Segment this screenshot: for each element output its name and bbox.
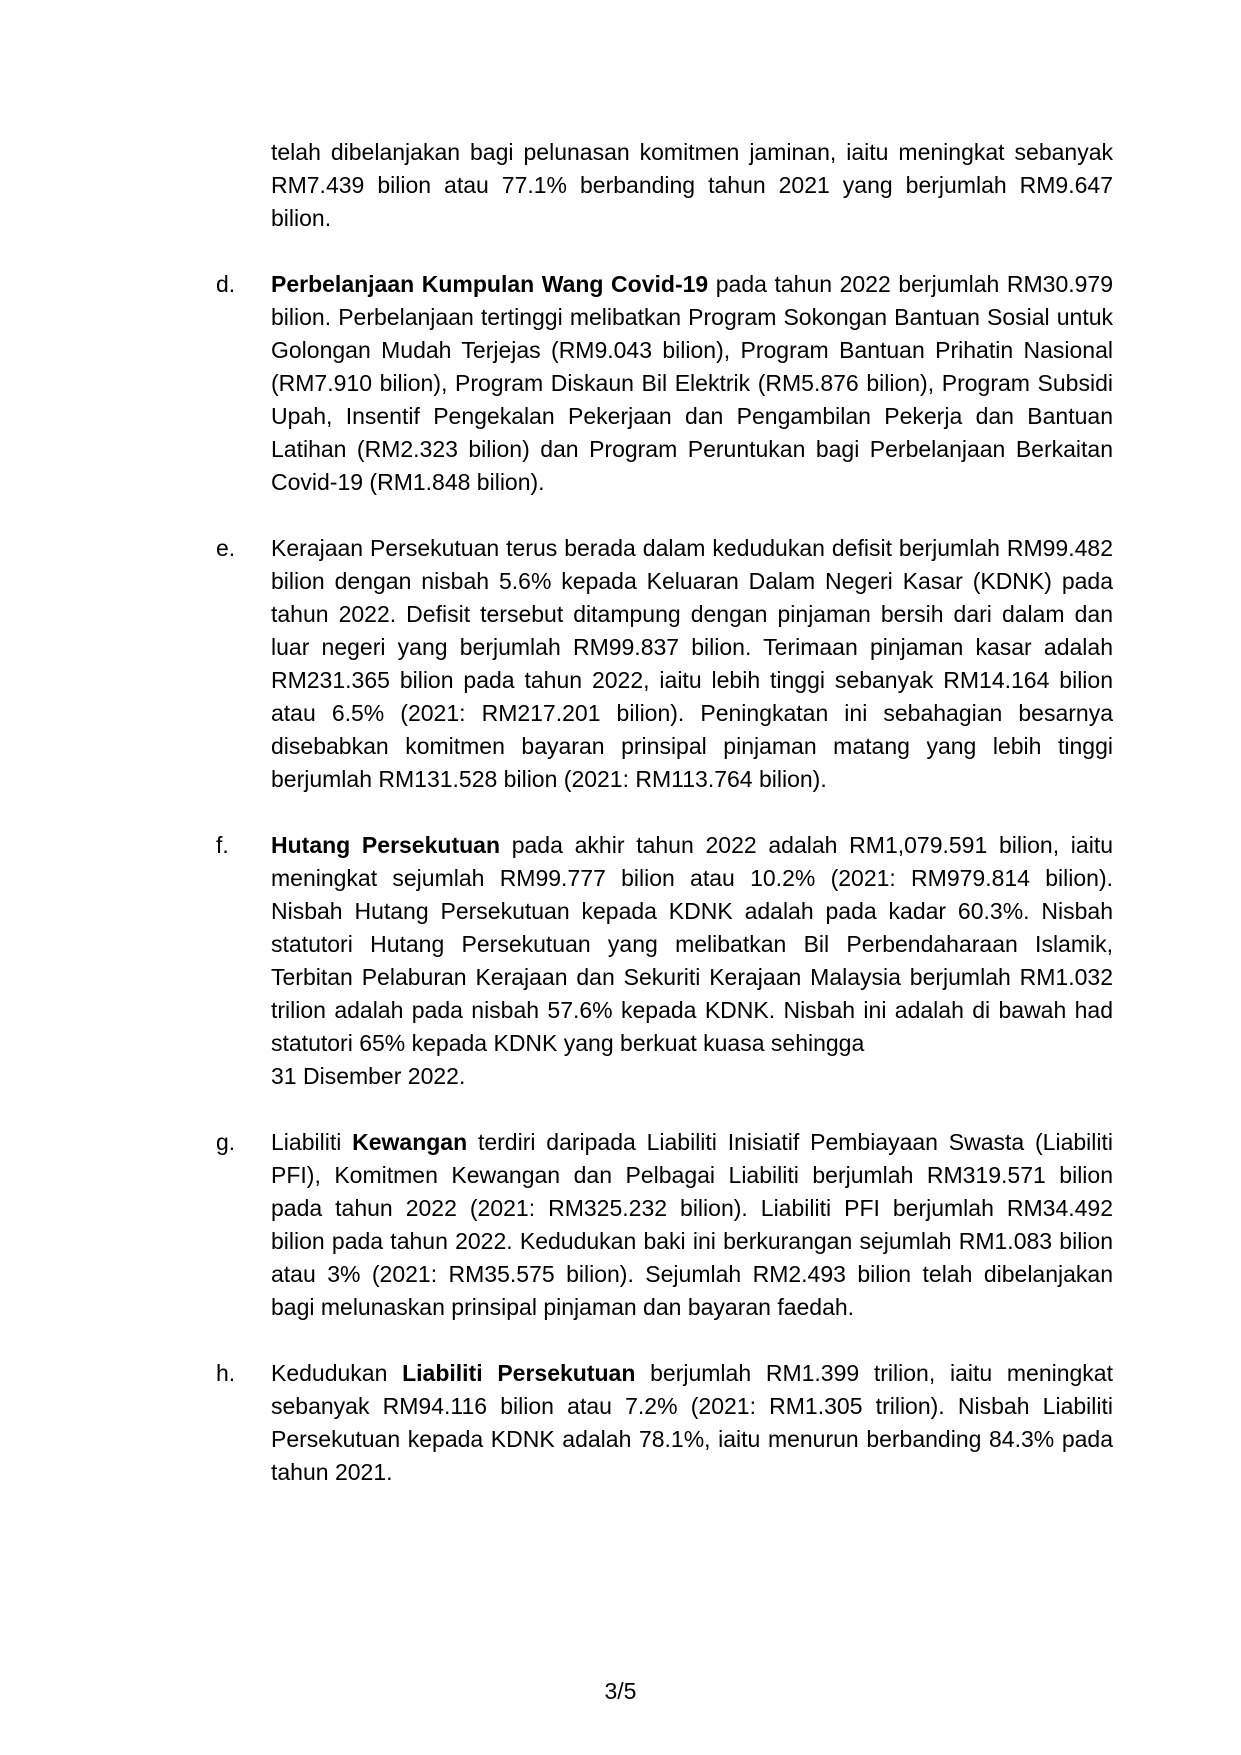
bold-term: Perbelanjaan Kumpulan Wang Covid-19 [271, 271, 709, 297]
paragraph-last-line: 31 Disember 2022. [271, 1063, 466, 1089]
list-marker: h. [216, 1360, 236, 1386]
page-number: 3/5 [604, 1678, 637, 1704]
paragraph-text-lead: Kedudukan [271, 1360, 403, 1386]
paragraph-text: Kerajaan Persekutuan terus berada dalam kedudukan defisit berjumlah RM99.482 bilion dengan nisbah 5.6% kepada Keluaran Dalam Negeri Kasar (KDNK) pada tahun 2022. Defisit tersebut ditampung dengan pinjaman bersih dari dalam dan luar negeri yang berjumlah RM99.837 bilion. Terimaan pinjaman kasar adalah RM231.365 bilion pada tahun 2022, iaitu lebih tinggi sebanyak RM14.164 bilion atau 6.5% (2021: RM217.201 bilion). Peningkatan ini sebahagian besarnya disebabkan komitmen bayaran prinsipal pinjaman matang yang lebih tinggi berjumlah RM131.528 bilion (2021: RM113.764 bilion). [271, 535, 1113, 792]
paragraph-g [216, 1126, 1113, 1324]
paragraph-f [216, 829, 1114, 1093]
paragraph-text: berjumlah RM1.399 trilion, iaitu meningkat sebanyak RM94.116 bilion atau 7.2% (2021: RM1.305 trilion). Nisbah Liabiliti Persekutuan kepada KDNK adalah 78.1%, iaitu menurun berbanding 84.3% pada tahun 2021. [271, 1360, 1113, 1485]
paragraph-c-continued [271, 136, 1113, 235]
paragraph-e [216, 532, 1113, 796]
paragraph-body [271, 1126, 1113, 1324]
list-marker: d. [216, 271, 236, 297]
paragraph-text: pada tahun 2022 berjumlah RM30.979 bilion. Perbelanjaan tertinggi melibatkan Program Sokongan Bantuan Sosial untuk Golongan Mudah Terjejas (RM9.043 bilion), Program Bantuan Prihatin Nasional (RM7.910 bilion), Program Diskaun Bil Elektrik (RM5.876 bilion), Program Subsidi Upah, Insentif Pengekalan Pekerjaan dan Pengambilan Pekerja dan Bantuan Latihan (RM2.323 bilion) dan Program Peruntukan bagi Perbelanjaan Berkaitan Covid-19 (RM1.848 bilion). [271, 271, 1113, 495]
bold-term: Liabiliti Persekutuan [402, 1360, 636, 1386]
paragraph-body [271, 829, 1113, 1093]
paragraph-text: terdiri daripada Liabiliti Inisiatif Pembiayaan Swasta (Liabiliti PFI), Komitmen Kewangan dan Pelbagai Liabiliti berjumlah RM319.571 bilion pada tahun 2022 (2021: RM325.232 bilion). Liabiliti PFI berjumlah RM34.492 bilion pada tahun 2022. Kedudukan baki ini berkurangan sejumlah RM1.083 bilion atau 3% (2021: RM35.575 bilion). Sejumlah RM2.493 bilion telah dibelanjakan bagi melunaskan prinsipal pinjaman dan bayaran faedah. [271, 1129, 1113, 1320]
paragraph-text: pada akhir tahun 2022 adalah RM1,079.591 bilion, iaitu meningkat sejumlah RM99.777 bilion atau 10.2% (2021: RM979.814 bilion). Nisbah Hutang Persekutuan kepada KDNK adalah pada kadar 60.3%. Nisbah statutori Hutang Persekutuan yang melibatkan Bil Perbendaharaan Islamik, Terbitan Pelaburan Kerajaan dan Sekuriti Kerajaan Malaysia berjumlah RM1.032 trilion adalah pada nisbah 57.6% kepada KDNK. Nisbah ini adalah di bawah had statutori 65% kepada KDNK yang berkuat kuasa sehingga [271, 832, 1114, 1056]
paragraph-d [216, 268, 1113, 499]
bold-term: Kewangan [352, 1129, 468, 1155]
paragraph-h [216, 1357, 1113, 1489]
paragraph-text-lead: Liabiliti [271, 1129, 353, 1155]
paragraph-body [271, 1357, 1113, 1489]
paragraph-text: telah dibelanjakan bagi pelunasan komitmen jaminan, iaitu meningkat sebanyak RM7.439 bilion atau 77.1% berbanding tahun 2021 yang berjumlah RM9.647 bilion. [271, 139, 1113, 231]
list-marker: e. [216, 535, 236, 561]
list-marker: f. [216, 832, 229, 858]
list-marker: g. [216, 1129, 236, 1155]
bold-term: Hutang Persekutuan [271, 832, 500, 858]
paragraph-body [271, 268, 1113, 499]
document-body [216, 136, 1114, 1522]
